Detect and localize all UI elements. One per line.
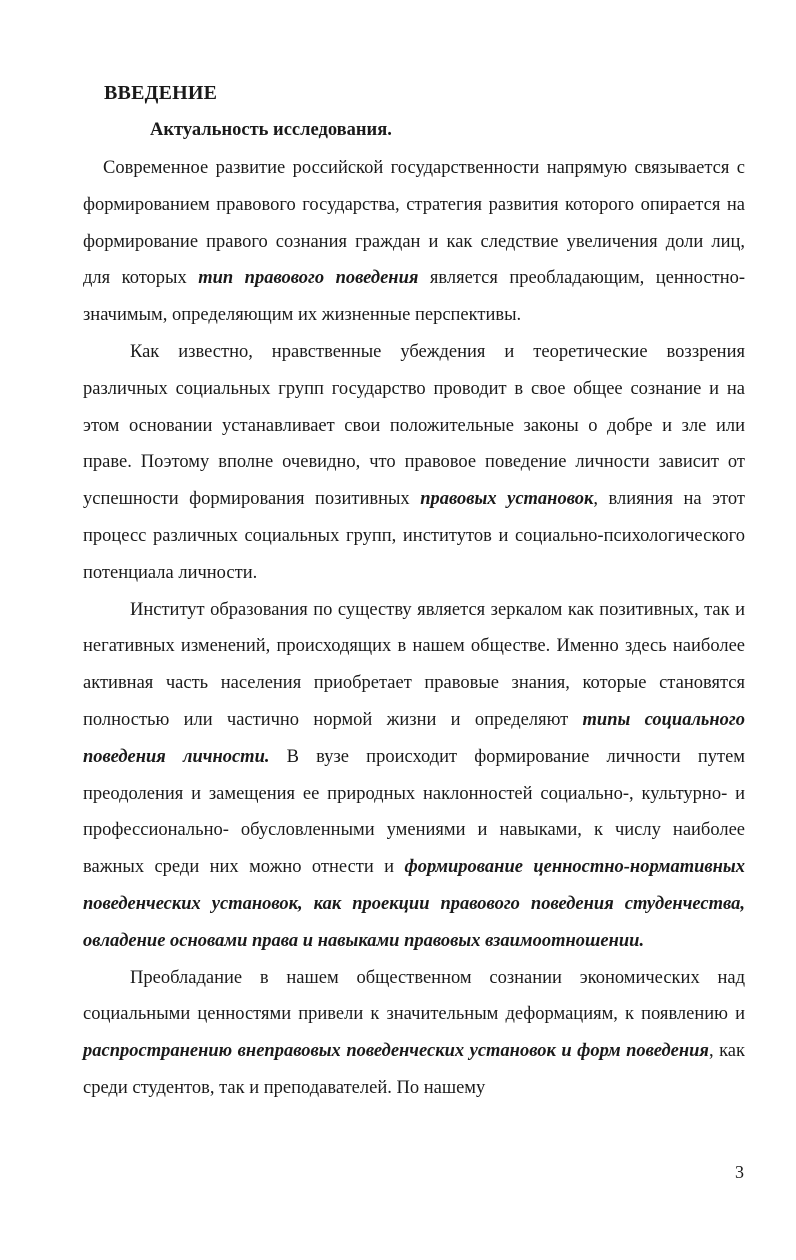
section-heading: ВВЕДЕНИЕ (104, 82, 218, 104)
paragraph-2-text-1: Как известно, нравственные убеждения и теоретические воззрения различных социальных групп государство проводит в свое общее сознание и на этом основании устанавливает свои положительные законы о добре и зле или праве. Поэтому вполне очевидно, что правовое поведение личности зависит от успешности формирования позитивных (83, 341, 745, 510)
paragraph-3 (83, 592, 745, 960)
section-subheading: Актуальность исследования. (150, 120, 392, 140)
paragraph-4-emphasis: распространению внеправовых поведенческих установок и форм поведения (83, 1041, 709, 1062)
paragraph-3-emphasis-1: типы социального поведения личности. (83, 709, 745, 767)
paragraph-3-text-2: В вузе происходит формирование личности путем преодоления и замещения ее природных наклонностей социально-, культурно- и профессионально- обусловленными умениями и навыками, к числу наиболее важных среди них можно отнести и (83, 746, 745, 878)
paragraph-2 (83, 334, 745, 592)
paragraph-1 (83, 150, 745, 334)
paragraph-2-text-2: , влияния на этот процесс различных социальных групп, институтов и социально-психологического потенциала личности. (83, 489, 745, 583)
paragraph-3-emphasis-2: формирование ценностно-нормативных поведенческих установок, как проекции правового поведения студенчества, овладение основами права и навыками правовых взаимоотношении. (83, 857, 745, 951)
paragraph-4-text-1: Преобладание в нашем общественном сознании экономических над социальными ценностями привели к значительным деформациям, к появлению и (83, 967, 745, 1025)
paragraph-1-text-1: Современное развитие российской государственности напрямую связывается с формированием правового государства, стратегия развития которого опирается на формирование правого сознания граждан и как следствие увеличения доли лиц, для которых (83, 158, 745, 289)
paragraph-1-text-2: является преобладающим, ценностно-значимым, определяющим их жизненные перспективы. (83, 268, 745, 326)
paragraph-2-emphasis: правовых установок (420, 489, 594, 510)
paragraph-4-text-2: , как среди студентов, так и преподавателей. По нашему (83, 1041, 745, 1098)
paragraph-4 (83, 960, 745, 1107)
paragraph-3-text-1: Институт образования по существу является зеркалом как позитивных, так и негативных изменений, происходящих в нашем обществе. Именно здесь наиболее активная часть населения приобретает правовые знания, которые становятся полностью или частично нормой жизни и определяют (83, 599, 745, 730)
paragraph-1-emphasis: тип правового поведения (198, 268, 419, 289)
body-text (83, 150, 745, 1107)
page-number: 3 (735, 1162, 744, 1182)
